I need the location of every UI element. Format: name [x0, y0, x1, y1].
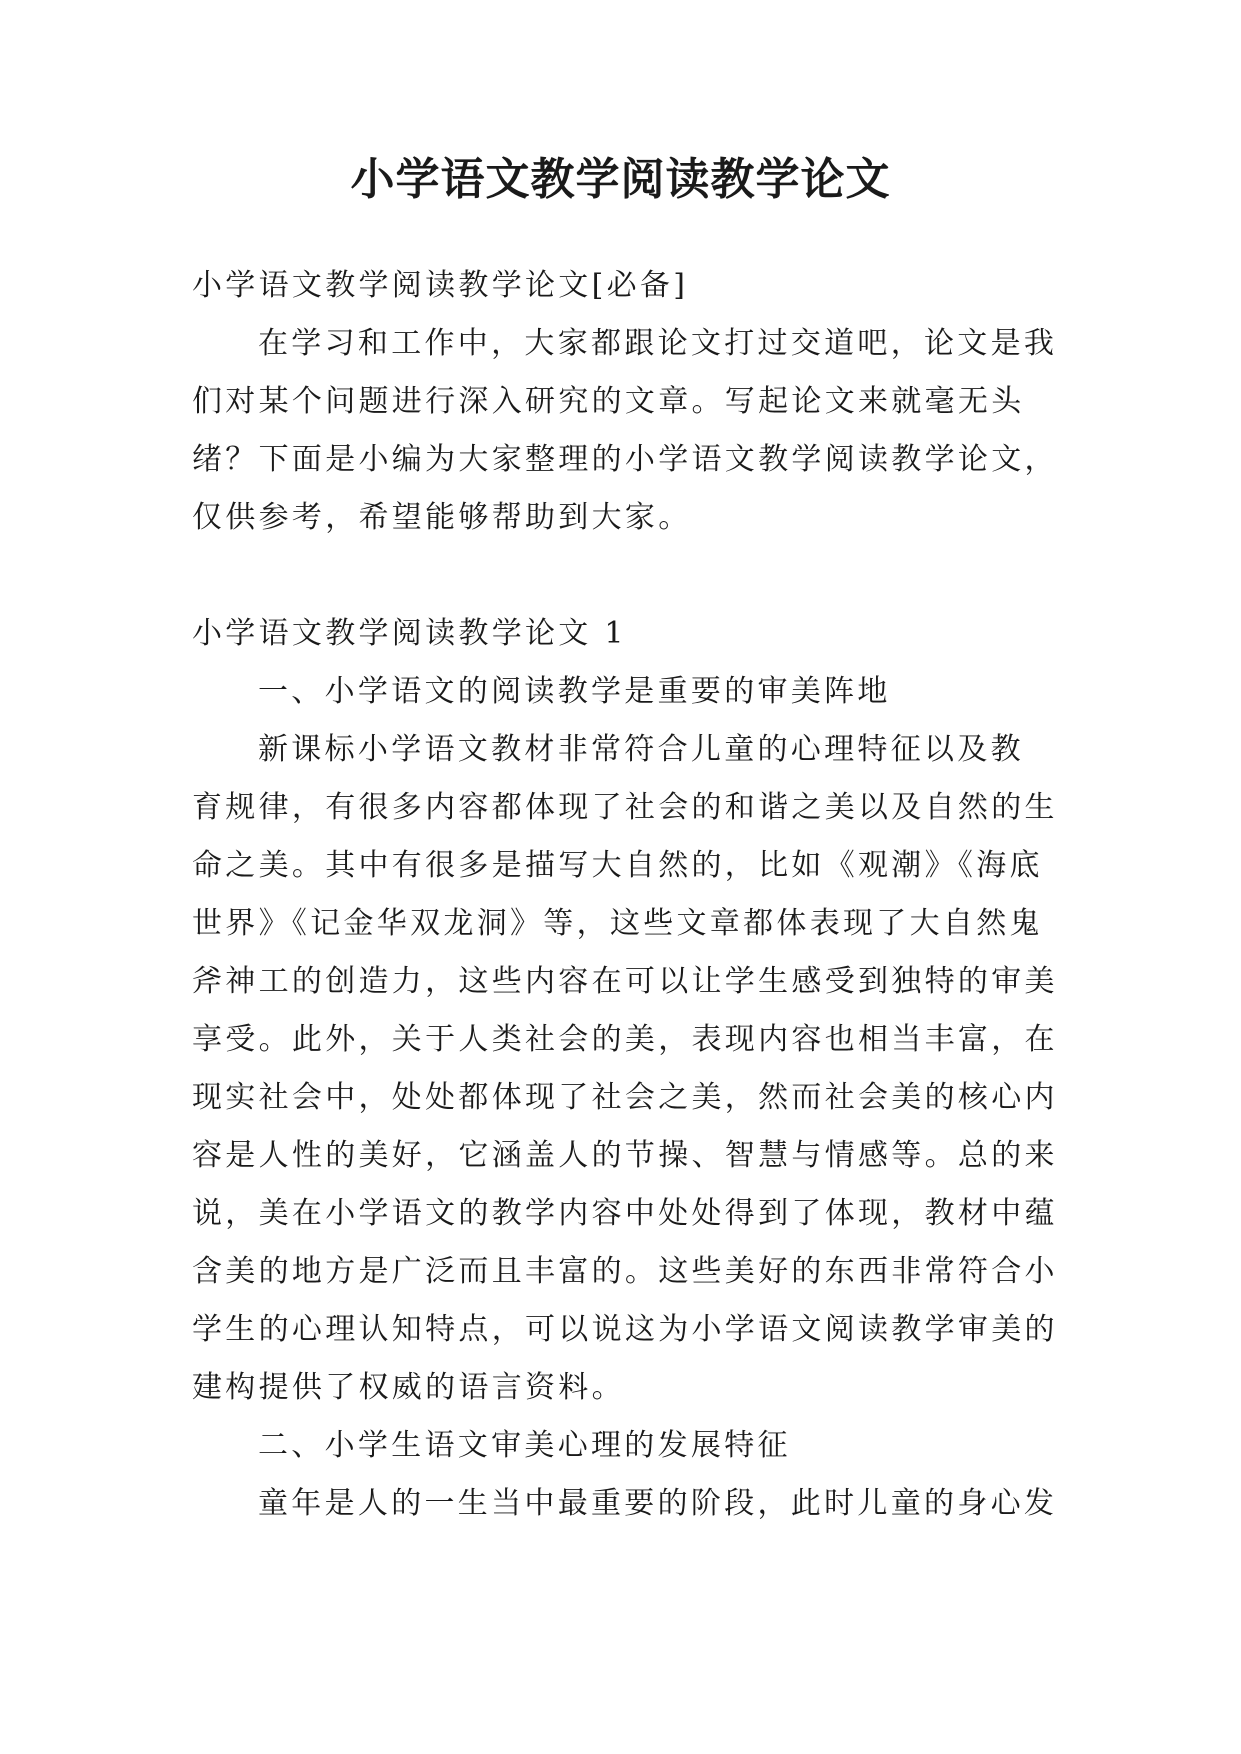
- paragraph-line: 命之美。其中有很多是描写大自然的，比如《观潮》《海底: [192, 848, 1043, 883]
- page-title: 小学语文教学阅读教学论文: [350, 154, 891, 205]
- paragraph-line: 育规律，有很多内容都体现了社会的和谐之美以及自然的生: [192, 790, 1058, 825]
- paragraph-line: 建构提供了权威的语言资料。: [192, 1370, 625, 1405]
- paragraph-line: 世界》《记金华双龙洞》等，这些文章都体表现了大自然鬼: [192, 906, 1043, 941]
- paragraph-line: 含美的地方是广泛而且丰富的。这些美好的东西非常符合小: [192, 1254, 1058, 1289]
- paragraph-line: 容是人性的美好，它涵盖人的节操、智慧与情感等。总的来: [192, 1138, 1058, 1173]
- document-subtitle: 小学语文教学阅读教学论文[必备]: [192, 268, 689, 303]
- paragraph-line: 斧神工的创造力，这些内容在可以让学生感受到独特的审美: [192, 964, 1058, 999]
- intro-line: 仅供参考，希望能够帮助到大家。: [192, 500, 692, 535]
- paragraph-line: 新课标小学语文教材非常符合儿童的心理特征以及教: [258, 732, 1024, 767]
- paragraph-line: 享受。此外，关于人类社会的美，表现内容也相当丰富，在: [192, 1022, 1058, 1057]
- document-body: [192, 257, 1058, 1533]
- intro-line: 在学习和工作中，大家都跟论文打过交道吧，论文是我: [258, 326, 1058, 361]
- section-heading-2: 二、小学生语文审美心理的发展特征: [258, 1428, 791, 1463]
- spacer: [192, 547, 1058, 605]
- section-heading-1: 一、小学语文的阅读教学是重要的审美阵地: [258, 674, 891, 709]
- paragraph-line: 学生的心理认知特点，可以说这为小学语文阅读教学审美的: [192, 1312, 1058, 1347]
- intro-line: 们对某个问题进行深入研究的文章。写起论文来就毫无头: [192, 384, 1025, 419]
- section-title: 小学语文教学阅读教学论文 1: [192, 616, 627, 651]
- paragraph-line: 现实社会中，处处都体现了社会之美，然而社会美的核心内: [192, 1080, 1058, 1115]
- paragraph-line: 说，美在小学语文的教学内容中处处得到了体现，教材中蕴: [192, 1196, 1058, 1231]
- intro-line: 绪？下面是小编为大家整理的小学语文教学阅读教学论文，: [192, 442, 1058, 477]
- paragraph-line: 童年是人的一生当中最重要的阶段，此时儿童的身心发: [258, 1486, 1058, 1521]
